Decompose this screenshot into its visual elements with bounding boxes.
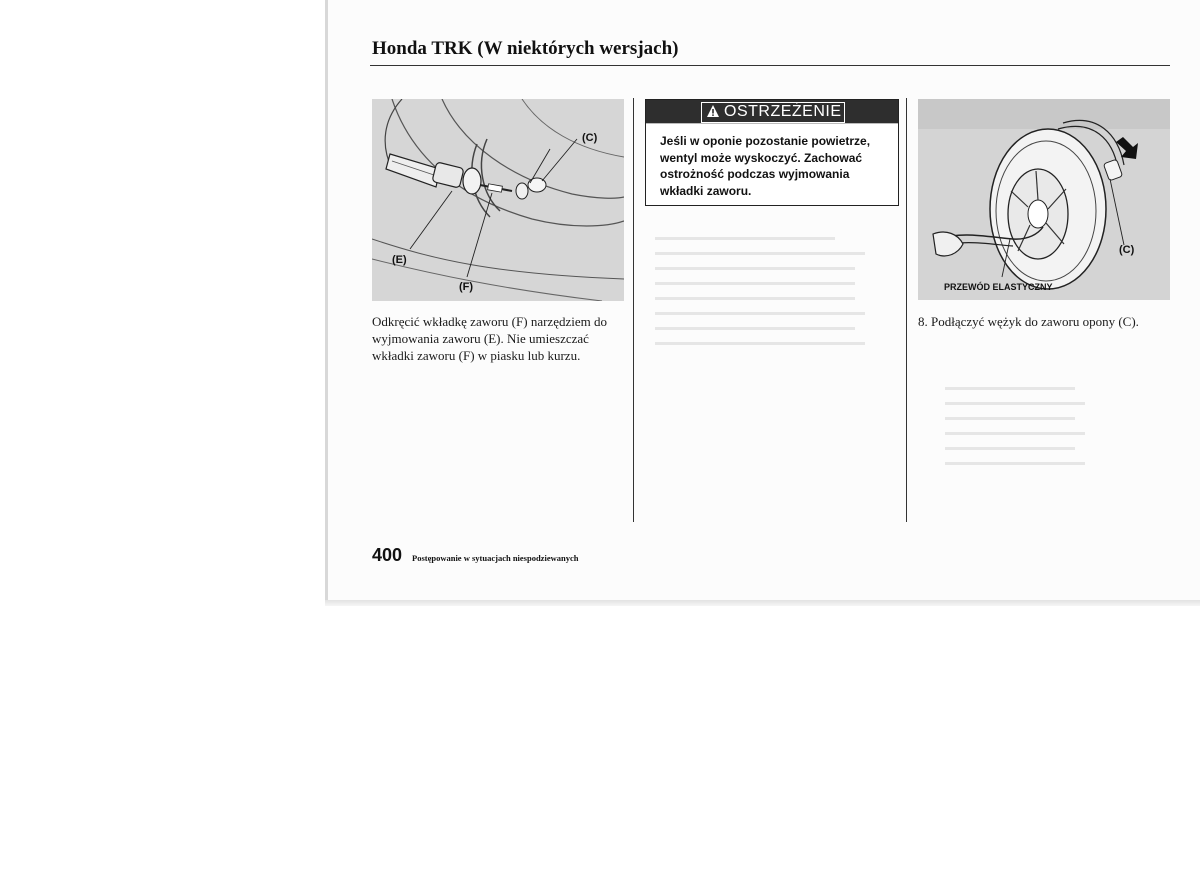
warning-line-4: wkładki zaworu. xyxy=(660,183,752,198)
warning-line-2: wentyl może wyskoczyć. Zachować xyxy=(660,150,863,165)
page-edge-bottom xyxy=(325,600,1200,606)
label-hose: PRZEWÓD ELASTYCZNY xyxy=(944,282,1053,292)
warning-line-3: ostrożność podczas wyjmowania xyxy=(660,167,850,181)
warning-triangle-icon xyxy=(706,104,720,118)
tire-hose-illustration xyxy=(918,99,1170,300)
label-c-right: (C) xyxy=(1119,244,1135,256)
step-8-instruction: 8. Podłączyć wężyk do zaworu opony (C). xyxy=(918,314,1139,329)
warning-title: OSTRZEŻENIE xyxy=(724,103,842,120)
header-rule xyxy=(370,65,1170,66)
page-edge-left xyxy=(325,0,328,604)
tire-hose-drawing xyxy=(918,99,1170,300)
label-f: (F) xyxy=(459,281,474,293)
page-number: 400 xyxy=(372,545,403,565)
left-instruction-line-2: wyjmowania zaworu (E). Nie umieszczać xyxy=(372,331,589,346)
bleed-through-right: ▬▬▬▬▬▬▬▬▬▬▬▬▬ ▬▬▬▬▬▬▬▬▬▬▬▬▬▬ ▬▬▬▬▬▬▬▬▬▬▬▬▬ ▬▬▬▬▬▬▬▬▬▬▬▬▬▬ ▬▬▬▬▬▬▬▬▬▬▬▬▬ ▬▬▬▬▬▬▬▬▬▬▬▬▬▬ xyxy=(945,382,1085,468)
warning-box xyxy=(645,99,899,206)
label-c-left: (C) xyxy=(582,132,598,144)
column-divider-right xyxy=(906,98,907,522)
valve-core-drawing xyxy=(372,99,624,301)
valve-core-illustration xyxy=(372,99,624,301)
page-title: Honda TRK (W niektórych wersjach) xyxy=(372,38,679,59)
bleed-through: ▬▬▬▬▬▬▬▬▬▬▬▬▬▬▬▬▬▬ ▬▬▬▬▬▬▬▬▬▬▬▬▬▬▬▬▬▬▬▬▬ ▬▬▬▬▬▬▬▬▬▬▬▬▬▬▬▬▬▬▬▬ ▬▬▬▬▬▬▬▬▬▬▬▬▬▬▬▬▬▬▬▬ ▬▬▬▬▬▬▬▬▬▬▬▬▬▬▬▬▬▬▬▬ ▬▬▬▬▬▬▬▬▬▬▬▬▬▬▬▬▬▬▬▬▬ ▬▬▬▬▬▬▬▬▬▬▬▬▬▬▬▬▬▬▬▬ ▬▬▬▬▬▬▬▬▬▬▬▬▬▬▬▬▬▬▬▬▬ xyxy=(655,232,865,348)
left-instruction-line-3: wkładki zaworu (F) w piasku lub kurzu. xyxy=(372,348,581,363)
warning-header xyxy=(646,100,898,124)
column-divider-left xyxy=(633,98,634,522)
left-instruction-line-1: Odkręcić wkładkę zaworu (F) narzędziem do xyxy=(372,314,607,329)
warning-line-1: Jeśli w oponie pozostanie powietrze, xyxy=(660,134,871,148)
section-name: Postępowanie w sytuacjach niespodziewanych xyxy=(412,553,579,563)
label-e: (E) xyxy=(392,254,407,266)
